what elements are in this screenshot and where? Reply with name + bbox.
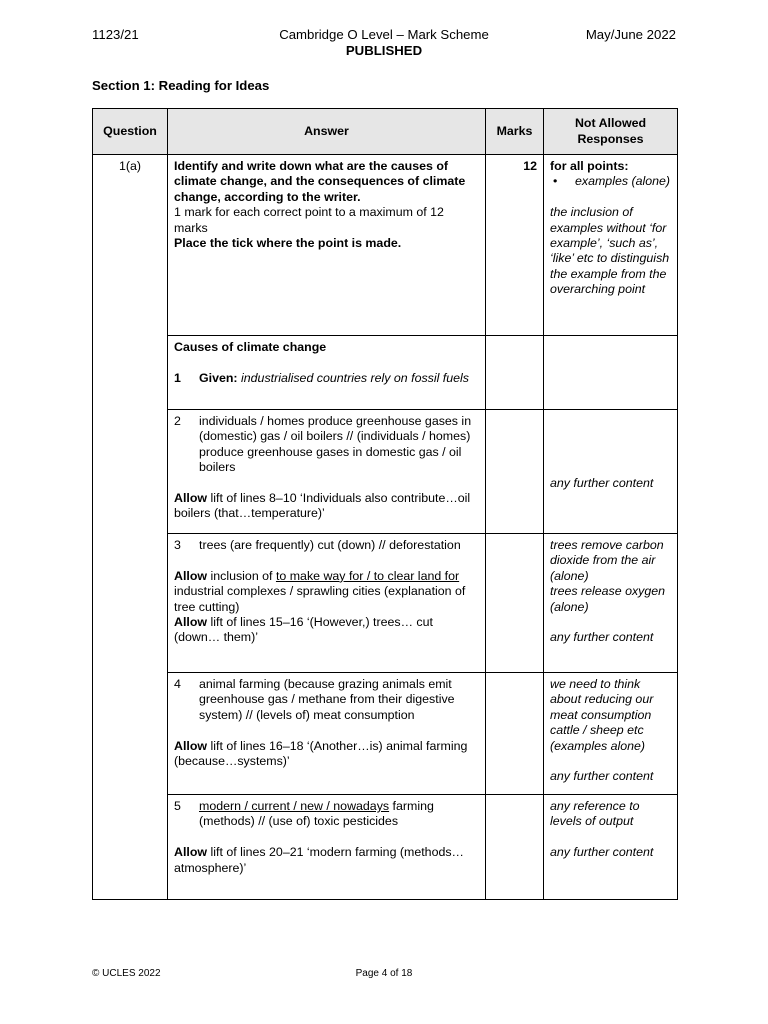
na-text: cattle / sheep etc (examples alone)	[550, 723, 646, 753]
document-code: 1123/21	[92, 27, 139, 42]
allow-text: industrial complexes / sprawling cities (explanation of tree cutting)	[174, 584, 466, 614]
not-allowed-cell	[544, 673, 678, 795]
not-allowed-cell	[544, 336, 678, 410]
allow-underline: to make way for / to clear land for	[275, 568, 460, 583]
answer-cell	[168, 155, 486, 336]
point-text: trees (are frequently) cut (down) // deforestation	[199, 538, 461, 552]
marks-cell	[486, 673, 544, 795]
instruction-bold: Identify and write down what are the causes of climate change, and the consequences of climate change, according to the writer.	[174, 159, 466, 204]
given-text: industrialised countries rely on fossil fuels	[241, 370, 469, 385]
point-number: 2	[174, 414, 181, 428]
title-text: Cambridge O Level – Mark Scheme	[279, 27, 489, 42]
table-row	[93, 534, 678, 673]
allow-text: lift of lines 20–21 ‘modern farming (methods…atmosphere)’	[174, 845, 464, 875]
session-label: May/June 2022	[585, 27, 676, 42]
na-bullet-text: examples (alone)	[575, 174, 671, 189]
allow-text: inclusion of	[210, 568, 273, 583]
na-text: we need to think about reducing our meat consumption	[550, 677, 654, 722]
header-not-allowed: Not Allowed Responses	[544, 109, 678, 155]
allow-label: Allow	[174, 845, 208, 860]
point-underline: modern / current / new / nowadays	[199, 799, 390, 813]
not-allowed-cell	[544, 534, 678, 673]
na-text: trees release oxygen (alone)	[550, 584, 666, 614]
instruction-tick: Place the tick where the point is made.	[174, 236, 402, 251]
point-text: farming (methods) // (use of) toxic pesticides	[199, 799, 434, 829]
marks-cell	[486, 410, 544, 534]
allow-label: Allow	[174, 491, 208, 506]
marks-value: 12	[486, 155, 544, 336]
header-question: Question	[93, 109, 168, 155]
marks-cell	[486, 336, 544, 410]
table-row	[93, 155, 678, 336]
na-bullet	[550, 174, 671, 189]
answer-cell	[168, 410, 486, 534]
instruction-plain: 1 mark for each correct point to a maximum of 12 marks	[174, 205, 444, 235]
na-text: trees remove carbon dioxide from the air (alone)	[550, 538, 664, 583]
allow-label: Allow	[174, 615, 208, 630]
causes-heading: Causes of climate change	[174, 340, 327, 354]
question-number: 1(a)	[93, 155, 168, 900]
table-row	[93, 410, 678, 534]
given-label: Given:	[199, 370, 238, 385]
answer-cell	[168, 795, 486, 900]
mark-scheme-table	[92, 108, 678, 900]
not-allowed-cell	[544, 410, 678, 534]
bullet-icon: •	[553, 174, 558, 189]
marks-cell	[486, 795, 544, 900]
page-number: Page 4 of 18	[355, 968, 413, 979]
allow-label: Allow	[174, 568, 208, 583]
answer-cell	[168, 336, 486, 410]
na-text: the inclusion of examples without ‘for example’, ‘such as’, ‘like’ etc to distinguish the example from the overarching point	[550, 205, 670, 297]
na-text: any reference to levels of output	[550, 799, 640, 829]
table-header-row	[93, 109, 678, 155]
header-marks: Marks	[486, 109, 544, 155]
na-text: any further content	[550, 769, 654, 784]
allow-label: Allow	[174, 738, 208, 753]
answer-cell	[168, 534, 486, 673]
not-allowed-cell	[544, 155, 678, 336]
allow-text: lift of lines 8–10 ‘Individuals also contribute…oil boilers (that…temperature)’	[174, 491, 471, 521]
na-text: any further content	[550, 845, 654, 860]
point-text: individuals / homes produce greenhouse gases in (domestic) gas / oil boilers // (individuals / homes) produce greenhouse gases in domestic gas / oil boilers	[199, 414, 472, 475]
table-row	[93, 795, 678, 900]
published-label: PUBLISHED	[345, 43, 423, 58]
point-number: 5	[174, 799, 181, 813]
na-text: any further content	[550, 475, 654, 490]
answer-cell	[168, 673, 486, 795]
point-number: 4	[174, 677, 181, 691]
section-title: Section 1: Reading for Ideas	[92, 78, 270, 93]
point-number: 3	[174, 538, 181, 552]
allow-text: lift of lines 16–18 ‘(Another…is) animal farming (because…systems)’	[174, 738, 468, 769]
na-text: any further content	[550, 630, 654, 645]
copyright: © UCLES 2022	[92, 968, 161, 979]
header-answer: Answer	[168, 109, 486, 155]
marks-cell	[486, 534, 544, 673]
table-row	[93, 336, 678, 410]
point-text: animal farming (because grazing animals emit greenhouse gas / methane from their digestive system) // (levels of) meat consumption	[199, 677, 455, 722]
not-allowed-cell	[544, 795, 678, 900]
allow-text: lift of lines 15–16 ‘(However,) trees… cut (down… them)’	[174, 615, 433, 645]
table-row	[93, 673, 678, 795]
point-number: 1	[174, 370, 181, 385]
na-heading: for all points:	[550, 159, 629, 173]
